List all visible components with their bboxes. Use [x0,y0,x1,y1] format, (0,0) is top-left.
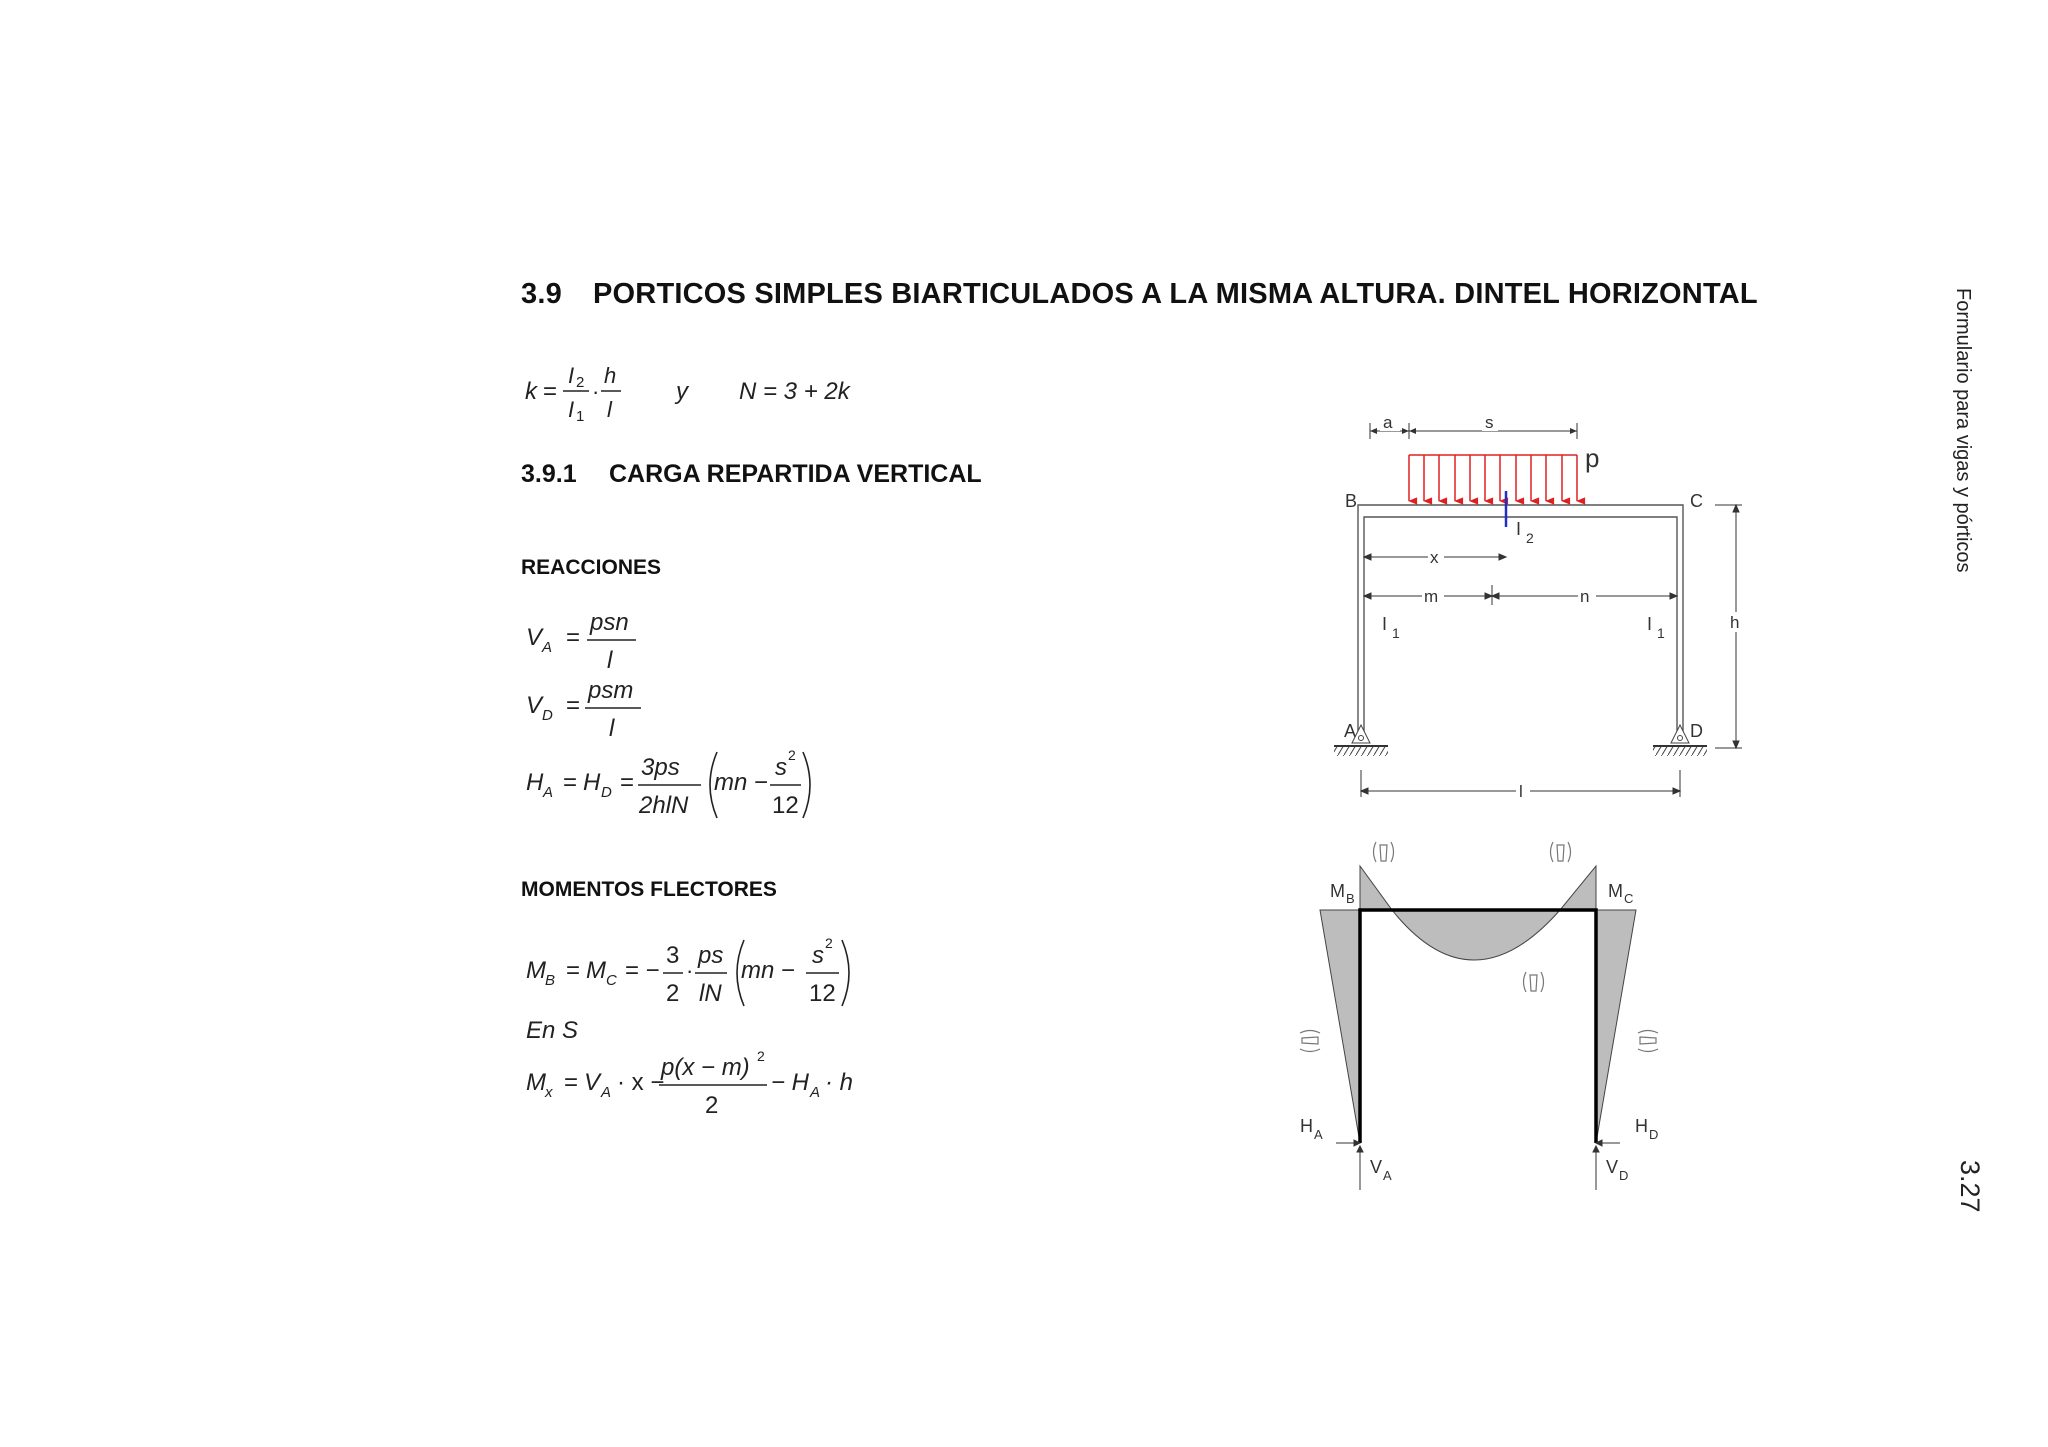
ha-denominator: 2hlN [639,792,689,819]
va-sub: A [542,639,553,656]
mx-minus-ha: − H [771,1069,810,1096]
col-inertia-left: I [1382,614,1388,634]
formula-en-s [521,1010,641,1050]
vd-label: V [1606,1157,1619,1177]
mc-label: M [1608,881,1623,901]
ha-label: H [1300,1116,1313,1136]
vd-sub: D [542,707,553,724]
formula-mx [521,1045,881,1125]
hd-label: H [1635,1116,1648,1136]
vd-symbol: V [526,692,543,719]
hd-sub: D [601,784,612,801]
formula-vd [521,668,721,743]
dim-n-label: n [1580,587,1590,606]
node-d: D [1690,721,1703,741]
dim-a-s [1370,413,1577,439]
frame-diagram [1320,405,1760,800]
mb-label-sub: B [1346,891,1355,906]
mx-dot-h: · h [825,1069,854,1096]
formula-ha-hd [521,740,851,830]
vd-label-sub: D [1619,1168,1629,1183]
dim-s: s [1485,413,1494,432]
mx-denominator: 2 [705,1092,719,1119]
dim-x-label: x [1430,548,1439,567]
col-inertia-left-sub: 1 [1392,625,1400,641]
mb-dot: · [686,958,694,983]
dim-m-label: m [1424,587,1439,606]
mc-symbol: M [586,957,606,984]
ha-equals-2: = [620,769,635,796]
ha-symbol: H [526,769,544,796]
k-i1-sub: 1 [576,408,585,425]
support-a [1334,725,1388,756]
moment-fill [1320,866,1636,1143]
ha-twelve: 12 [772,792,799,819]
vd-numerator: psm [588,677,634,704]
node-a: A [1344,721,1357,741]
vd-equals: = [566,692,581,719]
mb-twelve: 12 [809,980,836,1007]
en-s-text: En S [526,1017,579,1044]
ha-sub: A [543,784,554,801]
beam-inertia-sub: 2 [1526,530,1534,546]
k-l: l [607,397,612,422]
hd-symbol: H [583,769,601,796]
vd-denominator: l [609,715,615,742]
subsection-number: 3.9.1 [521,460,577,488]
side-label [1950,288,1974,608]
reactions-heading: REACCIONES [521,556,662,579]
mx-va: V [584,1069,601,1096]
moments-heading: MOMENTOS FLECTORES [521,878,777,901]
ha-label-sub: A [1314,1127,1323,1142]
mb-ps: ps [698,942,724,969]
col-inertia-right-sub: 1 [1657,625,1665,641]
mb-equals-1: = [566,957,581,984]
va-denominator: l [607,647,613,674]
side-label-text: Formulario para vigas y pórticos [1952,288,1974,573]
mx-numerator-sq: 2 [757,1048,765,1064]
mb-symbol: M [526,957,546,984]
moment-diagram [1290,830,1730,1200]
n-expression: N = 3 + 2k [739,378,850,405]
k-symbol: k [525,378,537,405]
ha-numerator: 3ps [641,754,680,781]
page-number [1955,1160,1985,1220]
beam-inertia: I [1516,519,1522,539]
va-label: V [1370,1157,1383,1177]
k-h: h [604,363,617,388]
mb-s-sq: 2 [825,935,833,951]
va-equals: = [566,624,581,651]
mc-label-sub: C [1624,891,1634,906]
k-y: y [676,378,688,405]
section-title-text: PORTICOS SIMPLES BIARTICULADOS A LA MISMA ALTURA. DINTEL HORIZONTAL [593,278,1758,310]
formula-mb-mc [521,928,861,1018]
mb-three: 3 [666,942,680,969]
section-title [521,278,1758,311]
mb-label: M [1330,881,1345,901]
ha-s-sq: 2 [788,747,796,763]
mb-minus: − [781,957,796,984]
dim-a: a [1383,413,1393,432]
mx-ha-sub: A [810,1084,821,1101]
dim-h-label: h [1730,613,1740,632]
k-i2: I [568,363,575,388]
ha-mn: mn [714,769,748,796]
node-b: B [1345,491,1358,511]
col-inertia-right: I [1647,614,1653,634]
k-i2-sub: 2 [576,374,585,391]
formula-va [521,600,721,675]
ha-minus: − [754,769,769,796]
formula-k [521,355,861,425]
distributed-load [1409,455,1577,501]
mb-s: s [812,942,824,969]
mx-va-sub: A [601,1084,612,1101]
k-i1: I [568,397,575,422]
mx-equals: = [564,1069,579,1096]
node-c: C [1690,491,1703,511]
va-label-sub: A [1383,1168,1392,1183]
mb-sub: B [545,972,556,989]
va-symbol: V [526,624,543,651]
hd-label-sub: D [1649,1127,1659,1142]
dim-m-n [1364,585,1677,605]
ha-s: s [775,754,787,781]
mb-equals-2: = − [625,957,660,984]
page-number-text: 3.27 [1955,1160,1985,1213]
k-dot: · [592,379,600,404]
mb-lN: lN [699,980,722,1007]
mx-symbol: M [526,1069,546,1096]
mb-two: 2 [666,980,680,1007]
k-equals: = [543,378,558,405]
subsection-title [521,460,982,489]
va-numerator: psn [590,609,629,636]
mx-sub: x [545,1084,553,1101]
dim-l-label: l [1519,782,1523,801]
section-number: 3.9 [521,278,562,310]
mx-dot-x: · x − [617,1069,665,1096]
load-p: p [1585,443,1600,473]
mb-mn: mn [741,957,775,984]
ha-equals-1: = [563,769,578,796]
mc-sub: C [606,972,617,989]
mx-numerator: p(x − m) [661,1054,750,1081]
subsection-title-text: CARGA REPARTIDA VERTICAL [609,460,982,488]
frame-structure [1358,505,1683,742]
